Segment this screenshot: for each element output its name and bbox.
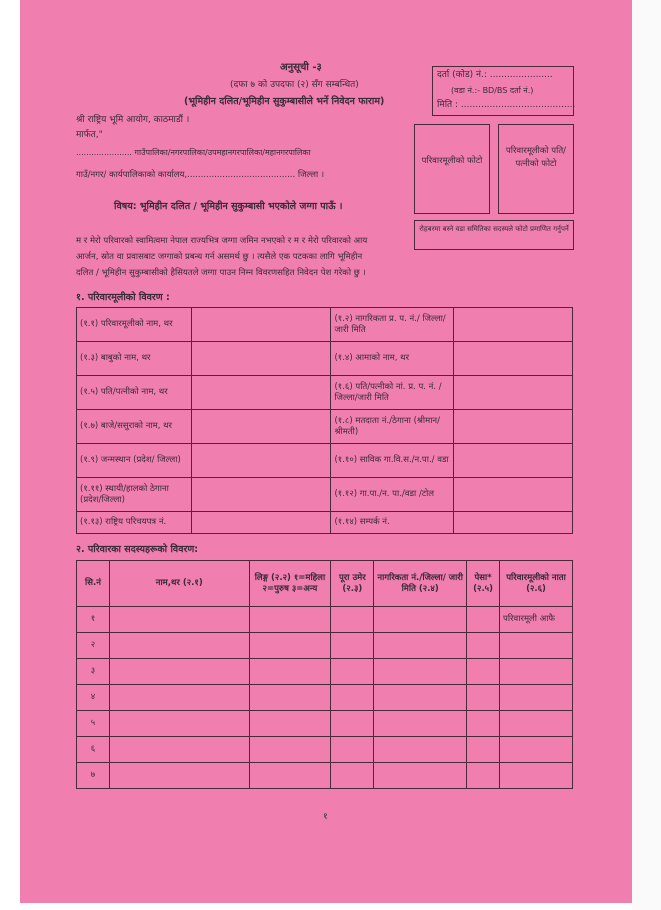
occupation-cell[interactable]	[467, 737, 500, 763]
table-row	[77, 410, 573, 444]
col-relation-header: परिवारमूलीको नाता (२.६)	[500, 561, 573, 607]
citizenship-cell[interactable]	[374, 763, 467, 789]
col-citizenship-header: नागरिकता नं./जिल्ला/ जारी मिति (२.४)	[374, 561, 467, 607]
serial-cell: ७	[77, 763, 110, 789]
gender-cell[interactable]	[249, 711, 331, 737]
member-name-cell[interactable]	[109, 763, 249, 789]
mother-name-field[interactable]	[454, 342, 573, 376]
table-row	[77, 376, 573, 410]
addressee: श्री राष्ट्रिय भूमि आयोग, काठमाडौं ।	[76, 115, 190, 125]
head-citizenship-label: (१.२) नागरिकता प्र. प. नं./ जिल्ला/जारी मिति	[331, 308, 454, 342]
occupation-cell[interactable]	[467, 763, 500, 789]
serial-cell: ४	[77, 685, 110, 711]
municipality-ward-field[interactable]	[454, 478, 573, 512]
table-row	[77, 763, 573, 789]
age-cell[interactable]	[331, 659, 374, 685]
table-row	[77, 633, 573, 659]
father-name-field[interactable]	[191, 342, 331, 376]
citizenship-cell[interactable]	[374, 737, 467, 763]
relation-cell[interactable]	[500, 633, 573, 659]
occupation-cell[interactable]	[467, 633, 500, 659]
member-name-cell[interactable]	[109, 633, 249, 659]
serial-cell: ५	[77, 711, 110, 737]
page-edge	[632, 0, 661, 910]
permanent-address-field[interactable]	[191, 478, 331, 512]
photo-note: रोहबरमा बस्ने वडा समितिका सदस्यले फोटो प्रमाणित गर्नुपर्ने	[419, 225, 569, 233]
relation-cell[interactable]	[500, 685, 573, 711]
ward-registration-line: (वडा नं.:- BD/BS दर्ता नं.)	[451, 86, 534, 95]
registration-date-line: मिति : ........................................	[437, 100, 576, 110]
photo-note-box	[414, 220, 574, 250]
member-name-cell[interactable]	[109, 737, 249, 763]
table-row	[77, 711, 573, 737]
contact-number-field[interactable]	[454, 512, 573, 534]
relation-cell[interactable]	[500, 763, 573, 789]
col-age-header: पूरा उमेर (२.३)	[331, 561, 374, 607]
registration-code-line: दर्ता (कोड) नं.: ......................	[437, 70, 553, 80]
citizenship-cell[interactable]	[374, 659, 467, 685]
body-line-1: म र मेरो परिवारको स्वामित्वमा नेपाल राज्यभित्र जग्गा जमिन नभएको र म र मेरो परिवारको आय	[76, 236, 368, 246]
table-row	[77, 512, 573, 534]
subject-line: विषय: भूमिहीन दलित / भूमिहीन सुकुम्बासी भएकोले जग्गा पाऊँ ।	[114, 201, 343, 212]
relation-cell: परिवारमूली आफै	[500, 607, 573, 633]
col-gender-header: लिङ्ग (२.२) १=महिला २=पुरुष ३=अन्य	[249, 561, 331, 607]
member-name-cell[interactable]	[109, 659, 249, 685]
table-row	[77, 737, 573, 763]
head-photo-box	[414, 124, 490, 214]
head-citizenship-field[interactable]	[454, 308, 573, 342]
table-row	[77, 308, 573, 342]
mother-name-label: (१.४) आमाको नाम, थर	[331, 342, 454, 376]
relation-cell[interactable]	[500, 737, 573, 763]
spouse-citizenship-label: (१.६) पति/पत्नीको नां. प्र. प. नं. / जिल्ला/जारी मिति	[331, 376, 454, 410]
citizenship-cell[interactable]	[374, 633, 467, 659]
citizenship-cell[interactable]	[374, 711, 467, 737]
relation-cell[interactable]	[500, 659, 573, 685]
municipality-line: ...................... गाउँपालिका/नगरपालिका/उपमहानगरपालिका/महानगरपालिका	[76, 148, 311, 157]
spouse-photo-box	[498, 124, 574, 214]
age-cell[interactable]	[331, 633, 374, 659]
citizenship-cell[interactable]	[374, 685, 467, 711]
grandfather-name-field[interactable]	[191, 410, 331, 444]
spouse-name-label: (१.५) पति/पत्नीको नाम, थर	[77, 376, 192, 410]
clause-reference: (दफा ७ को उपदफा (२) सँग सम्बन्धित)	[230, 80, 359, 90]
spouse-photo-label: परिवारमूलीको पति/पत्नीको फोटो	[505, 146, 567, 169]
occupation-cell[interactable]	[467, 685, 500, 711]
serial-cell: ६	[77, 737, 110, 763]
gender-cell[interactable]	[249, 607, 331, 633]
head-details-table	[76, 307, 573, 534]
age-cell[interactable]	[331, 685, 374, 711]
age-cell[interactable]	[331, 737, 374, 763]
table-row	[77, 659, 573, 685]
table-row	[77, 444, 573, 478]
registration-box	[432, 66, 574, 116]
age-cell[interactable]	[331, 711, 374, 737]
via-label: मार्फत,"	[76, 130, 103, 140]
col-serial-header: सि.नं	[77, 561, 110, 607]
head-photo-label: परिवारमूलीको फोटो	[421, 156, 483, 166]
table-row	[77, 685, 573, 711]
age-cell[interactable]	[331, 607, 374, 633]
father-name-label: (१.३) बाबुको नाम, थर	[77, 342, 192, 376]
grandfather-name-label: (१.७) बाजे/ससुराको नाम, थर	[77, 410, 192, 444]
municipality-ward-label: (१.१२) गा.पा./न. पा./वडा /टोल	[331, 478, 454, 512]
permanent-address-label: (१.११) स्थायी/हालको ठेगाना (प्रदेश/जिल्ला)	[77, 478, 192, 512]
family-members-table	[76, 560, 573, 789]
gender-cell[interactable]	[249, 685, 331, 711]
former-vdc-label: (१.१०) साविक गा.वि.स./न.पा./ वडा	[331, 444, 454, 478]
form-title: (भूमिहीन दलित/भूमिहीन सुकुम्बासीले भर्ने निवेदन फाराम)	[184, 96, 385, 107]
office-line: गाउँ/नगर/ कार्यपालिकाको कार्यालय,........................................ जिल्ला ।	[76, 170, 325, 180]
voter-id-label: (१.८) मतदाता नं./ठेगाना (श्रीमान/श्रीमती)	[331, 410, 454, 444]
serial-cell: ३	[77, 659, 110, 685]
section1-title: १. परिवारमूलीको विवरण :	[76, 292, 170, 303]
serial-cell: २	[77, 633, 110, 659]
contact-number-label: (१.१४) सम्पर्क नं.	[331, 512, 454, 534]
col-occupation-header: पेसा* (२.५)	[467, 561, 500, 607]
former-vdc-field[interactable]	[454, 444, 573, 478]
age-cell[interactable]	[331, 763, 374, 789]
member-name-cell[interactable]	[109, 607, 249, 633]
voter-id-field[interactable]	[454, 410, 573, 444]
citizenship-cell[interactable]	[374, 607, 467, 633]
table-row	[77, 478, 573, 512]
schedule-heading: अनुसूची -३	[280, 62, 322, 73]
table-row	[77, 607, 573, 633]
gender-cell[interactable]	[249, 763, 331, 789]
gender-cell[interactable]	[249, 737, 331, 763]
gender-cell[interactable]	[249, 633, 331, 659]
birthplace-field[interactable]	[191, 444, 331, 478]
head-name-label: (१.१) परिवारमूलीको नाम, थर	[77, 308, 192, 342]
head-name-field[interactable]	[191, 308, 331, 342]
section2-title: २. परिवारका सदस्यहरूको विवरण:	[76, 544, 199, 555]
occupation-cell[interactable]	[467, 607, 500, 633]
spouse-name-field[interactable]	[191, 376, 331, 410]
occupation-cell[interactable]	[467, 711, 500, 737]
gender-cell[interactable]	[249, 659, 331, 685]
serial-cell: १	[77, 607, 110, 633]
col-name-header: नाम,थर (२.१)	[109, 561, 249, 607]
occupation-cell[interactable]	[467, 659, 500, 685]
birthplace-label: (१.९) जन्मस्थान (प्रदेश/ जिल्ला)	[77, 444, 192, 478]
page-number: १	[323, 812, 328, 822]
national-id-label: (१.१३) राष्ट्रिय परिचयपत्र नं.	[77, 512, 192, 534]
body-line-3: दलित / भूमिहीन सुकुम्बासीको हैसियतले जग्गा पाउन निम्न विवरणसहित निवेदन पेश गरेको छु ।	[76, 268, 366, 278]
relation-cell[interactable]	[500, 711, 573, 737]
national-id-field[interactable]	[191, 512, 331, 534]
member-name-cell[interactable]	[109, 711, 249, 737]
body-line-2: आर्जन, स्रोत वा प्रवासबाट जग्गाको प्रबन्ध गर्न असमर्थ छु । त्यसैले एक पटकका लागि भूमिहीन	[76, 252, 363, 262]
member-name-cell[interactable]	[109, 685, 249, 711]
table-row	[77, 342, 573, 376]
table-header-row	[77, 561, 573, 607]
spouse-citizenship-field[interactable]	[454, 376, 573, 410]
